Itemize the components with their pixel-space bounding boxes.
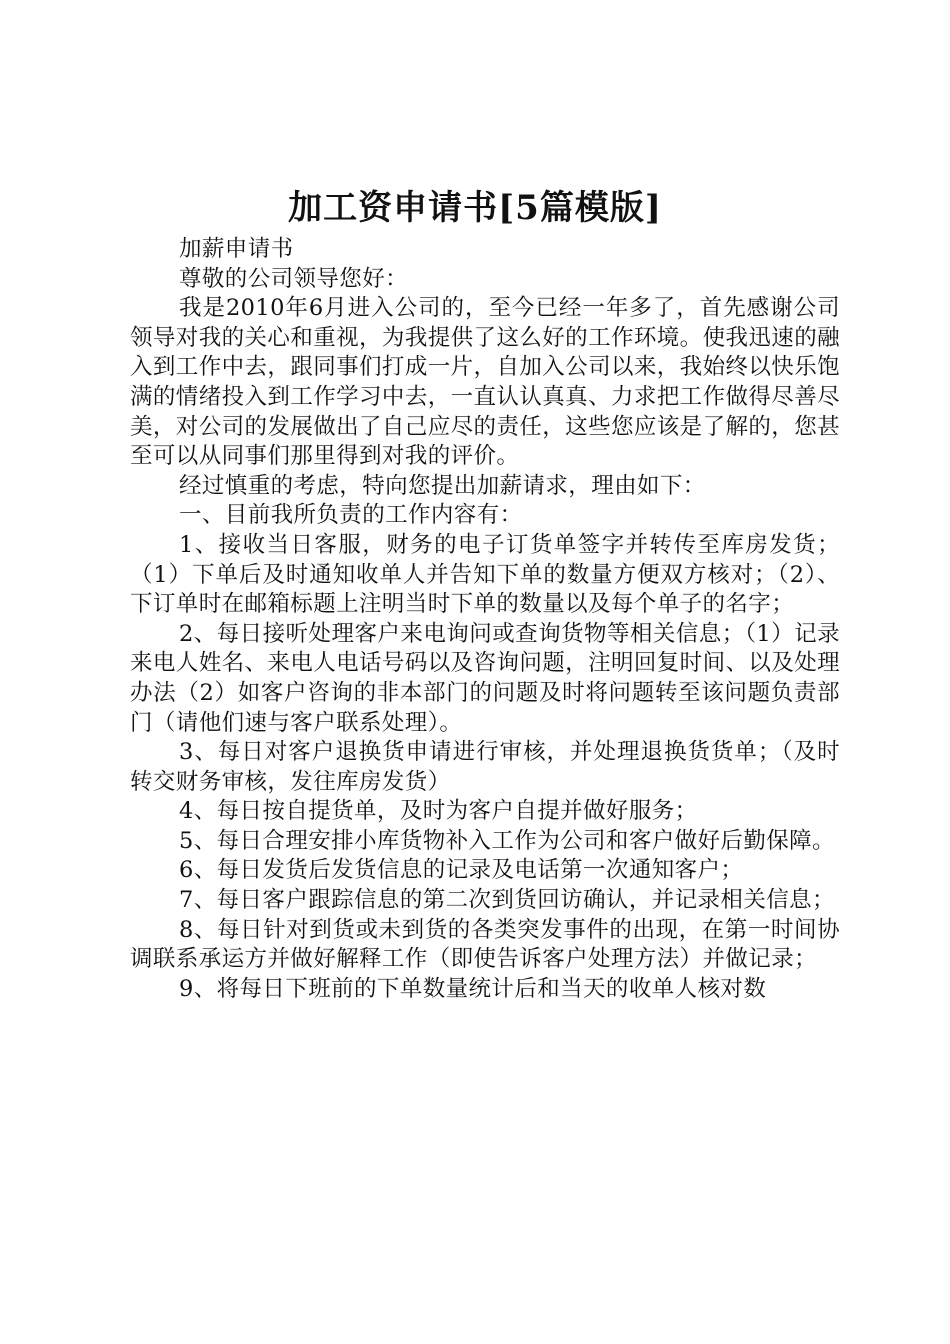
paragraph-item-8: 8、每日针对到货或未到货的各类突发事件的出现，在第一时间协调联系承运方并做好解释工作（即使告诉客户处理方法）并做记录； [130,916,840,973]
paragraph-request: 经过慎重的考虑，特向您提出加薪请求，理由如下： [179,472,706,499]
paragraph-intro: 我是2010年6月进入公司的，至今已经一年多了，首先感谢公司领导对我的关心和重视，为我提供了这么好的工作环境。使我迅速的融入到工作中去，跟同事们打成一片，自加入公司以来，我始终以快乐饱满的情绪投入到工作学习中去，一直认认真真、力求把工作做得尽善尽美，对公司的发展做出了自己应尽的责任，这些您应该是了解的，您甚至可以从同事们那里得到对我的评价。 [130,295,840,470]
document-body [130,235,840,1004]
paragraph-item-1: 1、接收当日客服，财务的电子订货单签字并转传至库房发货；（1）下单后及时通知收单人并告知下单的数量方便双方核对；（2）、下订单时在邮箱标题上注明当时下单的数量以及每个单子的名字； [130,531,840,618]
paragraph-item-2: 2、每日接听处理客户来电询问或查询货物等相关信息；（1）记录来电人姓名、来电人电话号码以及咨询问题，注明回复时间、以及处理办法（2）如客户咨询的非本部门的问题及时将问题转至该问题负责部门（请他们速与客户联系处理）。 [130,620,840,736]
paragraph-item-7: 7、每日客户跟踪信息的第二次到货回访确认，并记录相关信息； [179,887,835,914]
paragraph-item-9: 9、将每日下班前的下单数量统计后和当天的收单人核对数 [179,975,767,1002]
document-title: 加工资申请书[5篇模版] [288,188,662,228]
paragraph-item-3: 3、每日对客户退换货申请进行审核，并处理退换货货单；（及时转交财务审核，发往库房发货） [130,739,840,795]
paragraph-section-one: 一、目前我所负责的工作内容有： [179,502,523,529]
paragraph-item-4: 4、每日按自提货单，及时为客户自提并做好服务； [179,798,698,825]
paragraph-item-5: 5、每日合理安排小库货物补入工作为公司和客户做好后勤保障。 [179,827,835,854]
paragraph-heading: 加薪申请书 [179,236,294,262]
paragraph-salutation: 尊敬的公司领导您好： [179,265,409,292]
paragraph-item-6: 6、每日发货后发货信息的记录及电话第一次通知客户； [179,857,744,884]
